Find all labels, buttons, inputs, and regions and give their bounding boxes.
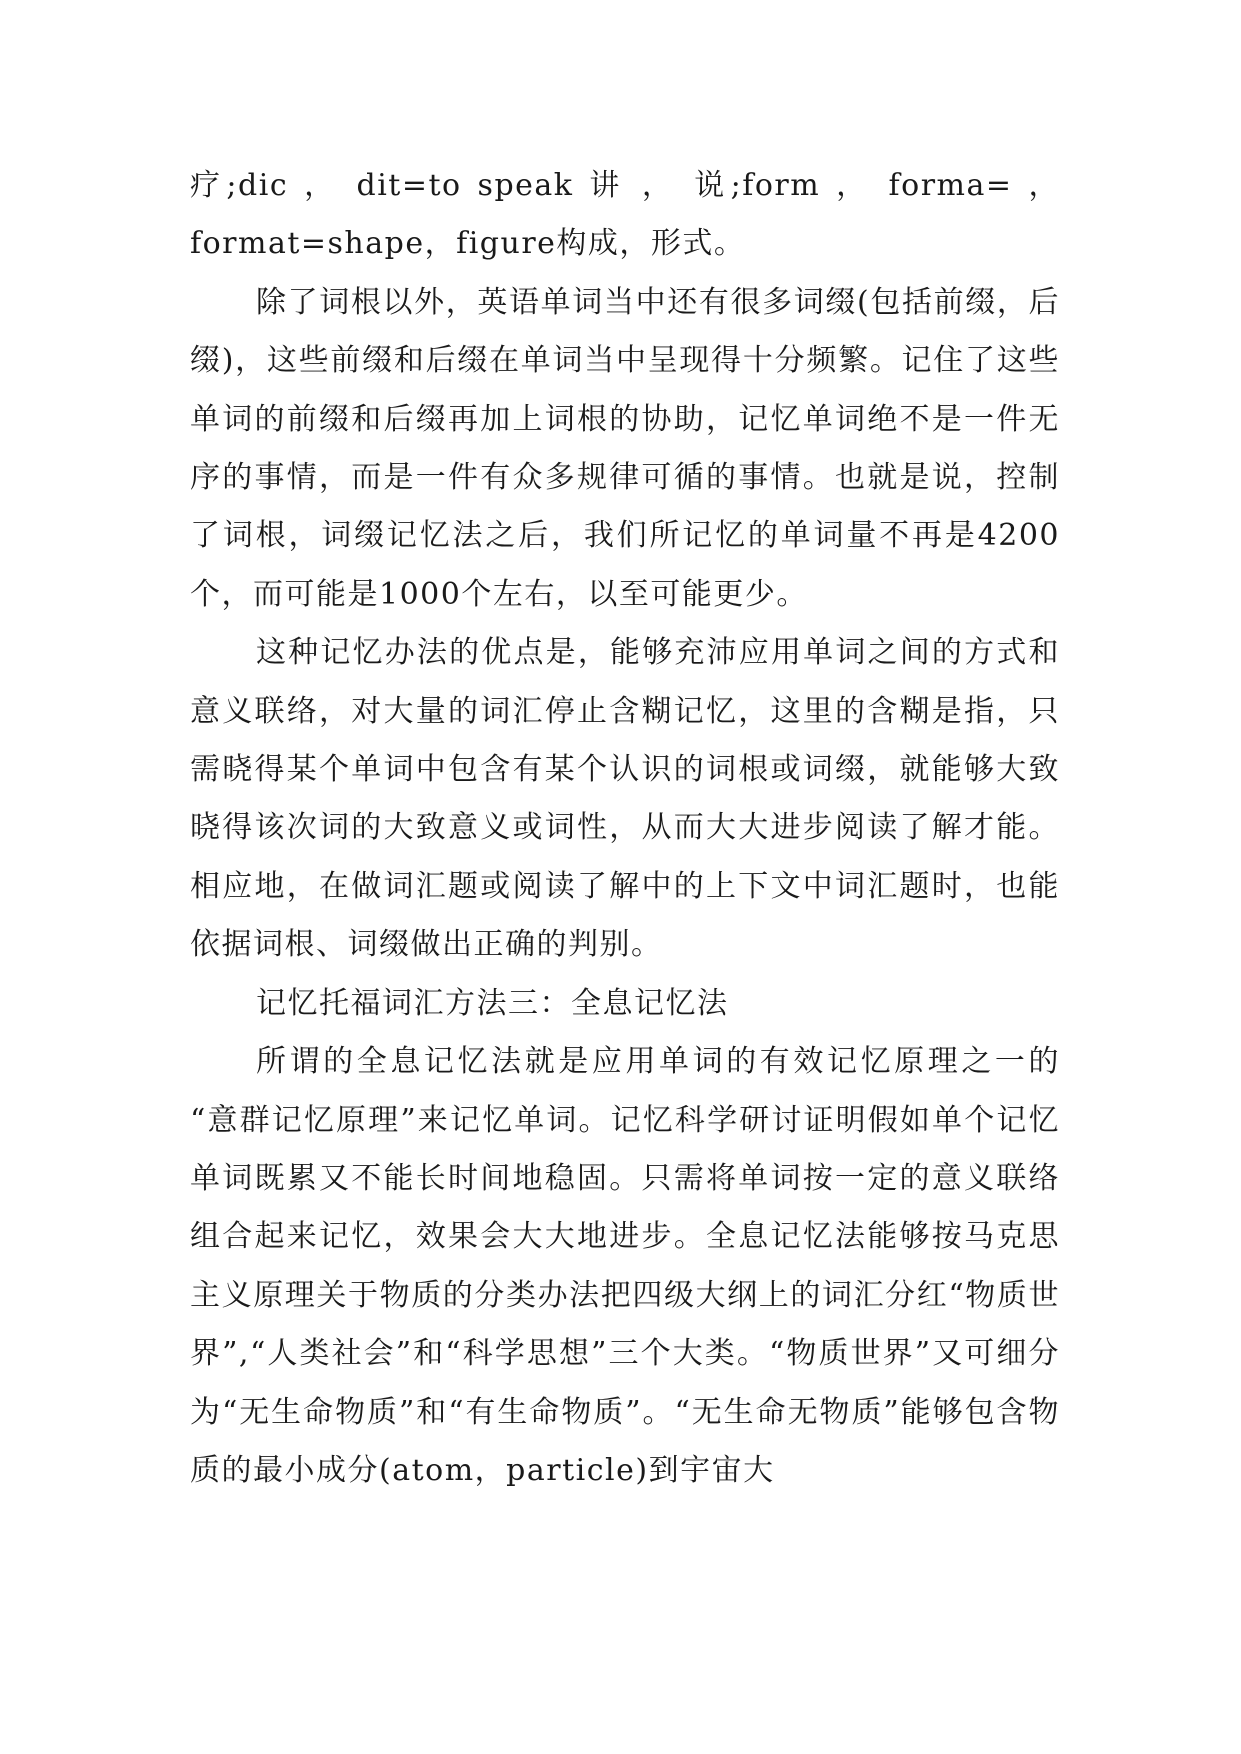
paragraph-holographic-memory: 所谓的全息记忆法就是应用单词的有效记忆原理之一的 “意群记忆原理”来记忆单词。记忆科学研讨证明假如单个记忆单词既累又不能长时间地稳固。只需将单词按一定的意义联络组合起来记忆，效果会大大地进步。全息记忆法能够按马克思主义原理关于物质的分类办法把四级大纲上的词汇分红“物质世界”,“人类社会”和“科学思想”三个大类。“物质世界”又可细分为“无生命物质”和“有生命物质”。“无生命无物质”能够包含物质的最小成分(atom，particle)到宇宙大	[190, 1044, 1060, 1488]
paragraph-advantages: 这种记忆办法的优点是，能够充沛应用单词之间的方式和意义联络，对大量的词汇停止含糊记忆，这里的含糊是指，只需晓得某个单词中包含有某个认识的词根或词缀，就能够大致晓得该次词的大致意义或词性，从而大大进步阅读了解才能。相应地，在做词汇题或阅读了解中的上下文中词汇题时，也能依据词根、词缀做出正确的判别。	[190, 635, 1060, 963]
section-heading: 记忆托福词汇方法三：全息记忆法	[256, 985, 729, 1021]
paragraph-affixes: 除了词根以外，英语单词当中还有很多词缀(包括前缀，后缀)，这些前缀和后缀在单词当中呈现得十分频繁。记住了这些单词的前缀和后缀再加上词根的协助，记忆单词绝不是一件无序的事情，而是一件有众多规律可循的事情。也就是说，控制了词根，词缀记忆法之后，我们所记忆的单词量不再是4200个，而可能是1000个左右，以至可能更少。	[190, 284, 1060, 612]
body-text	[190, 157, 1060, 1500]
paragraph-continuation: 疗;dic ， dit=to speak 讲 ， 说;form ， forma= ， format=shape，figure构成，形式。	[190, 168, 1060, 262]
